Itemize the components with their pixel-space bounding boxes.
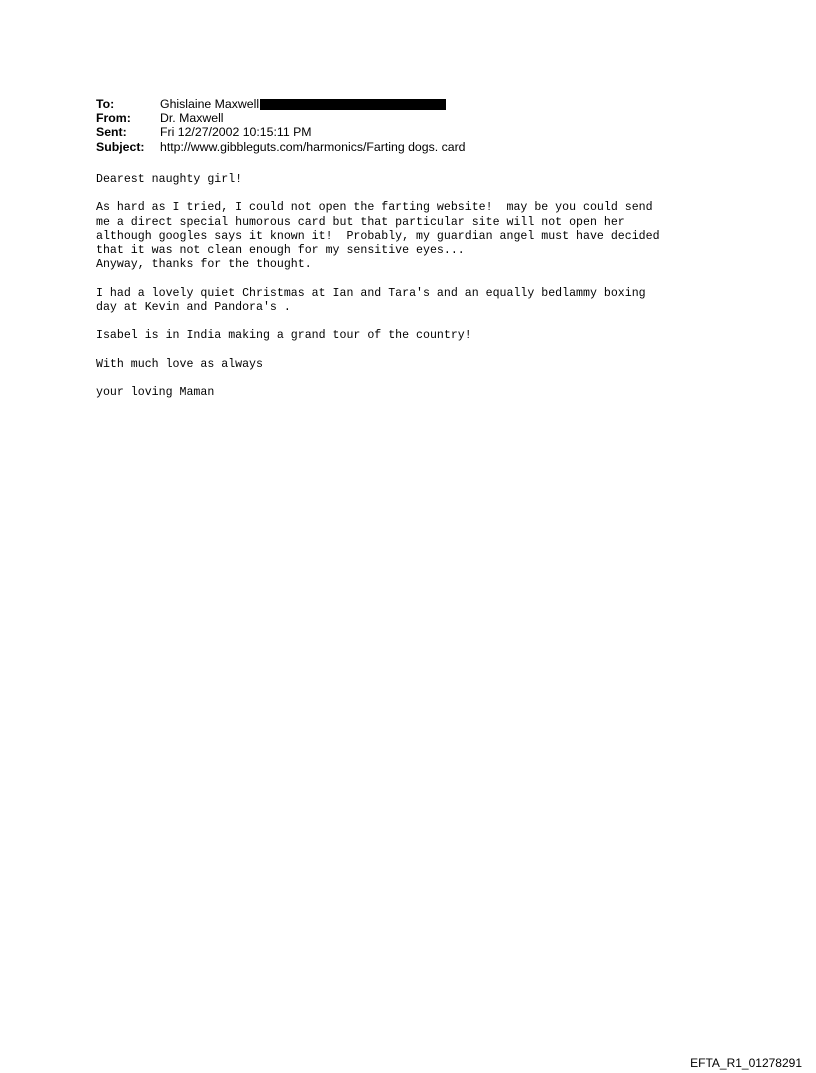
subject-label: Subject: [96, 139, 145, 154]
to-row [96, 97, 466, 111]
body-paragraph-2: I had a lovely quiet Christmas at Ian and Tara's and an equally bedlammy boxing day at Kevin and Pandora's . [96, 286, 646, 314]
signature: your loving Maman [96, 385, 215, 399]
from-row [96, 111, 466, 125]
sent-value: Fri 12/27/2002 10:15:11 PM [160, 125, 312, 140]
subject-value: http://www.gibbleguts.com/harmonics/Farting dogs. card [160, 139, 466, 154]
to-value-wrap [160, 97, 446, 111]
body-paragraph-1: As hard as I tried, I could not open the farting website! may be you could send me a direct special humorous card but that particular site will not open her although googles says it known it! Probably, my guardian angel must have decided that it was not clean enough for my sensitive eyes... Anyway, thanks for the thought. [96, 201, 660, 272]
closing: With much love as always [96, 357, 263, 371]
body-paragraph-3: Isabel is in India making a grand tour of the country! [96, 329, 472, 343]
email-body [96, 173, 786, 414]
email-header [96, 97, 466, 154]
greeting: Dearest naughty girl! [96, 173, 243, 186]
from-label: From: [96, 111, 131, 126]
redaction-block [260, 99, 446, 110]
sent-label: Sent: [96, 125, 127, 140]
sent-row [96, 125, 466, 139]
bates-stamp: EFTA_R1_01278291 [690, 1056, 802, 1070]
subject-row [96, 140, 466, 154]
from-value: Dr. Maxwell [160, 111, 224, 126]
to-value: Ghislaine Maxwell [160, 97, 260, 111]
to-label: To: [96, 97, 115, 111]
